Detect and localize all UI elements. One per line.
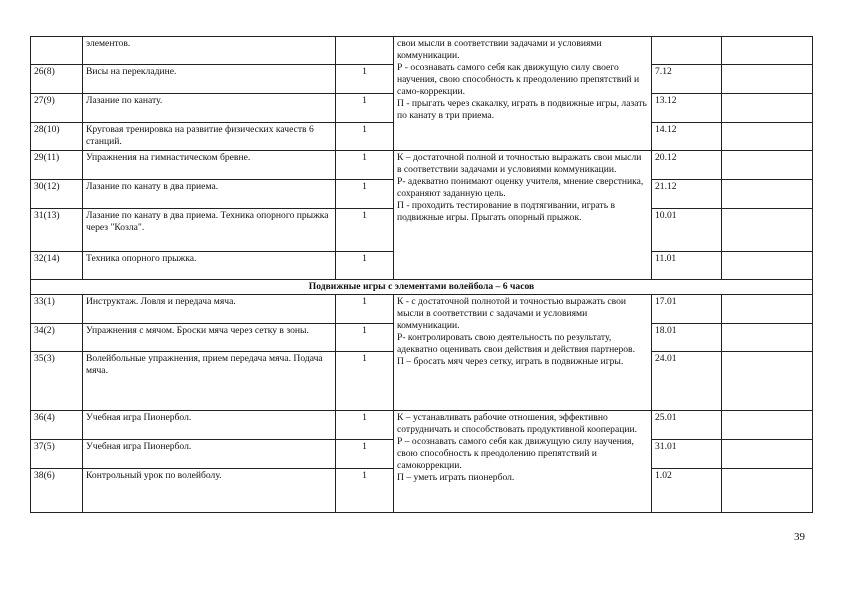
lesson-number: 34(2) xyxy=(31,324,83,352)
table-row xyxy=(31,37,813,65)
uud-text: Р – осознавать самого себя как движущую силу научения, свою способность к преодолению препятствий и самокоррекции. xyxy=(397,436,634,471)
lesson-number: 32(14) xyxy=(31,252,83,280)
lesson-hours: 1 xyxy=(336,324,394,352)
lesson-topic: Упражнения на гимнастическом бревне. xyxy=(83,151,336,180)
lesson-date: 7.12 xyxy=(652,65,722,94)
lesson-number: 31(13) xyxy=(31,209,83,252)
uud-text: К – достаточной полной и точностью выражать свои мысли в соответствии задачами и условиями коммуникации. xyxy=(397,152,642,175)
lesson-topic: Инструктаж. Ловля и передача мяча. xyxy=(83,295,336,324)
lesson-hours: 1 xyxy=(336,440,394,469)
note-cell xyxy=(722,151,813,180)
lesson-hours: 1 xyxy=(336,65,394,94)
lesson-hours: 1 xyxy=(336,295,394,324)
lesson-number xyxy=(31,37,83,65)
lesson-date: 20.12 xyxy=(652,151,722,180)
lesson-number: 30(12) xyxy=(31,180,83,209)
lesson-plan-table xyxy=(30,36,813,513)
uud-text: П – уметь играть пионербол. xyxy=(397,472,515,483)
note-cell xyxy=(722,209,813,252)
lesson-number: 33(1) xyxy=(31,295,83,324)
uud-text: П - проходить тестирование в подтягивании, играть в подвижные игры. Прыгать опорный прыжок. xyxy=(397,200,616,223)
note-cell xyxy=(722,469,813,513)
note-cell xyxy=(722,65,813,94)
uud-text: К – устанавливать рабочие отношения, эффективно сотрудничать и способствовать продуктивной кооперации. xyxy=(397,412,638,435)
lesson-number: 28(10) xyxy=(31,123,83,151)
lesson-date: 10.01 xyxy=(652,209,722,252)
lesson-topic: Круговая тренировка на развитие физических качеств 6 станций. xyxy=(83,123,336,151)
section-title: Подвижные игры с элементами волейбола – 6 часов xyxy=(31,280,813,295)
lesson-hours: 1 xyxy=(336,469,394,513)
lesson-topic: Упражнения с мячом. Броски мяча через сетку в зоны. xyxy=(83,324,336,352)
lesson-topic: Контрольный урок по волейболу. xyxy=(83,469,336,513)
note-cell xyxy=(722,352,813,411)
note-cell xyxy=(722,94,813,123)
lesson-date: 24.01 xyxy=(652,352,722,411)
uud-text: свои мысли в соответствии задачами и условиями коммуникации. xyxy=(397,38,602,61)
lesson-number: 29(11) xyxy=(31,151,83,180)
lesson-number: 37(5) xyxy=(31,440,83,469)
note-cell xyxy=(722,440,813,469)
lesson-topic: Волейбольные упражнения, прием передача мяча. Подача мяча. xyxy=(83,352,336,411)
uud-text: К - с достаточной полнотой и точностью выражать свои мысли в соответствии с задачами и условиями коммуникации. xyxy=(397,296,627,331)
lesson-hours: 1 xyxy=(336,151,394,180)
lesson-hours: 1 xyxy=(336,123,394,151)
lesson-date: 13.12 xyxy=(652,94,722,123)
lesson-date: 14.12 xyxy=(652,123,722,151)
lesson-topic: Висы на перекладине. xyxy=(83,65,336,94)
note-cell xyxy=(722,123,813,151)
lesson-hours xyxy=(336,37,394,65)
lesson-topic: Учебная игра Пионербол. xyxy=(83,440,336,469)
note-cell xyxy=(722,252,813,280)
lesson-number: 35(3) xyxy=(31,352,83,411)
note-cell xyxy=(722,411,813,440)
uud-cell xyxy=(394,295,652,411)
lesson-topic: Лазание по канату в два приема. Техника опорного прыжка через "Козла". xyxy=(83,209,336,252)
lesson-hours: 1 xyxy=(336,352,394,411)
lesson-date: 21.12 xyxy=(652,180,722,209)
uud-text: П - прыгать через скакалку, играть в подвижные игры, лазать по канату в три приема. xyxy=(397,98,647,121)
table-row xyxy=(31,411,813,440)
note-cell xyxy=(722,37,813,65)
table-row xyxy=(31,295,813,324)
lesson-hours: 1 xyxy=(336,94,394,123)
section-header-row xyxy=(31,280,813,295)
lesson-date: 17.01 xyxy=(652,295,722,324)
uud-text: Р- контролировать свою деятельность по результату, адекватно оценивать свои действия и действия партнеров. xyxy=(397,332,635,355)
uud-cell xyxy=(394,37,652,151)
note-cell xyxy=(722,180,813,209)
lesson-number: 36(4) xyxy=(31,411,83,440)
lesson-hours: 1 xyxy=(336,209,394,252)
table-row xyxy=(31,151,813,180)
lesson-date: 18.01 xyxy=(652,324,722,352)
lesson-number: 38(6) xyxy=(31,469,83,513)
lesson-topic: Лазание по канату в два приема. xyxy=(83,180,336,209)
lesson-number: 26(8) xyxy=(31,65,83,94)
uud-text: Р- адекватно понимают оценку учителя, мнение сверстника, сохраняют заданную цель. xyxy=(397,176,644,199)
lesson-topic: Учебная игра Пионербол. xyxy=(83,411,336,440)
lesson-hours: 1 xyxy=(336,252,394,280)
page-number: 39 xyxy=(794,531,805,543)
uud-cell xyxy=(394,151,652,280)
lesson-topic: Лазание по канату. xyxy=(83,94,336,123)
lesson-hours: 1 xyxy=(336,411,394,440)
lesson-date: 1.02 xyxy=(652,469,722,513)
lesson-date xyxy=(652,37,722,65)
lesson-date: 11.01 xyxy=(652,252,722,280)
lesson-topic: Техника опорного прыжка. xyxy=(83,252,336,280)
uud-cell xyxy=(394,411,652,513)
lesson-date: 25.01 xyxy=(652,411,722,440)
lesson-number: 27(9) xyxy=(31,94,83,123)
note-cell xyxy=(722,295,813,324)
lesson-hours: 1 xyxy=(336,180,394,209)
uud-text: Р - осознавать самого себя как движущую силу своего научения, свою способность к преодолению препятствий и само-коррекции. xyxy=(397,62,640,97)
lesson-date: 31.01 xyxy=(652,440,722,469)
uud-text: П – бросать мяч через сетку, играть в подвижные игры. xyxy=(397,356,624,367)
note-cell xyxy=(722,324,813,352)
lesson-topic: элементов. xyxy=(83,37,336,65)
